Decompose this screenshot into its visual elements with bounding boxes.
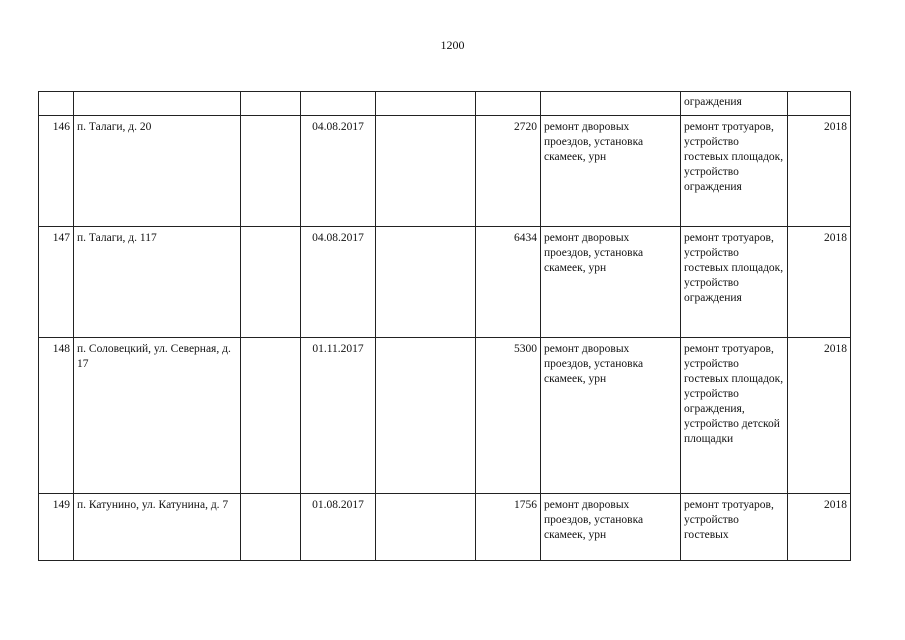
cell-works-extra: ремонт тротуаров, устройство гостевых площадок, устройство ограждения xyxy=(681,227,788,338)
cell-address: п. Талаги, д. 117 xyxy=(74,227,241,338)
page-number: 1200 xyxy=(440,38,465,52)
cell-col5 xyxy=(376,92,476,116)
cell-address: п. Соловецкий, ул. Северная, д. 17 xyxy=(74,338,241,494)
cell-date: 04.08.2017 xyxy=(301,227,376,338)
cell-year: 2018 xyxy=(788,494,851,561)
continuation-row xyxy=(39,92,851,116)
cell-num: 146 xyxy=(39,116,74,227)
cell-address: п. Талаги, д. 20 xyxy=(74,116,241,227)
cell-num: 148 xyxy=(39,338,74,494)
cell-works-extra: ремонт тротуаров, устройство гостевых площадок, устройство ограждения, устройство детской площадки xyxy=(681,338,788,494)
cell-works-yard: ремонт дворовых проездов, установка скамеек, урн xyxy=(541,494,681,561)
cell-col5 xyxy=(376,227,476,338)
cell-col3 xyxy=(241,227,301,338)
cell-num: 149 xyxy=(39,494,74,561)
table-row xyxy=(39,116,851,227)
cell-col5 xyxy=(376,338,476,494)
cell-date xyxy=(301,92,376,116)
cell-address: п. Катунино, ул. Катунина, д. 7 xyxy=(74,494,241,561)
table-row xyxy=(39,227,851,338)
cell-area: 1756 xyxy=(476,494,541,561)
cell-works-yard xyxy=(541,92,681,116)
improvement-table xyxy=(38,91,851,561)
cell-area: 5300 xyxy=(476,338,541,494)
cell-date: 01.08.2017 xyxy=(301,494,376,561)
cell-date: 04.08.2017 xyxy=(301,116,376,227)
table-row xyxy=(39,494,851,561)
cell-col3 xyxy=(241,338,301,494)
cell-num: 147 xyxy=(39,227,74,338)
cell-year: 2018 xyxy=(788,227,851,338)
cell-works-yard: ремонт дворовых проездов, установка скамеек, урн xyxy=(541,227,681,338)
cell-works-yard: ремонт дворовых проездов, установка скамеек, урн xyxy=(541,338,681,494)
cell-area: 2720 xyxy=(476,116,541,227)
cell-works-yard: ремонт дворовых проездов, установка скамеек, урн xyxy=(541,116,681,227)
cell-year xyxy=(788,92,851,116)
cell-col5 xyxy=(376,116,476,227)
table-row xyxy=(39,338,851,494)
cell-date: 01.11.2017 xyxy=(301,338,376,494)
cell-col5 xyxy=(376,494,476,561)
cell-works-extra: ограждения xyxy=(681,92,788,116)
cell-num xyxy=(39,92,74,116)
cell-works-extra: ремонт тротуаров, устройство гостевых xyxy=(681,494,788,561)
cell-col3 xyxy=(241,116,301,227)
cell-year: 2018 xyxy=(788,116,851,227)
cell-address xyxy=(74,92,241,116)
cell-col3 xyxy=(241,494,301,561)
cell-year: 2018 xyxy=(788,338,851,494)
cell-area xyxy=(476,92,541,116)
cell-area: 6434 xyxy=(476,227,541,338)
cell-works-extra: ремонт тротуаров, устройство гостевых площадок, устройство ограждения xyxy=(681,116,788,227)
cell-col3 xyxy=(241,92,301,116)
